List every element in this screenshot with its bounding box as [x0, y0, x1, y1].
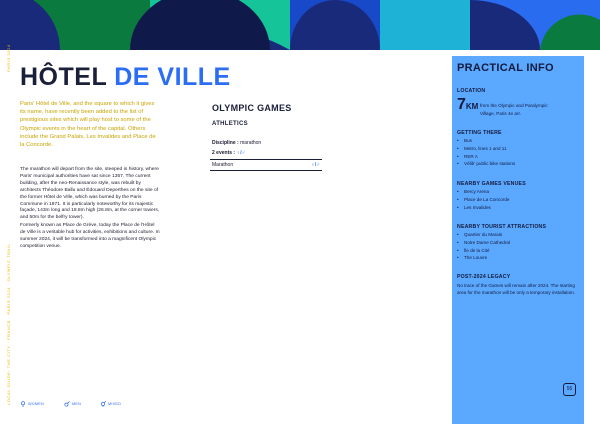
- list-item: • Place de La Concorde: [457, 196, 509, 204]
- legend-men: [64, 401, 81, 407]
- legacy-text: No trace of the Games will remain after 2024. The starting area for the marathon will be only a temporary installation.: [457, 283, 575, 296]
- page-title: [20, 63, 231, 92]
- event-gender-icon: ♀/♂: [311, 162, 320, 168]
- list-item: • Vélib' public bike stations: [457, 160, 515, 168]
- male-symbol-icon: [64, 401, 70, 407]
- intro-paragraph: Paris' Hôtel de Ville, and the square to which it gives its name, have recently been added to the list of prestigious sites which will play host to some of the Olympic events in the heart of the capital. Others include the Grand Palais, Les Invalides and Place de la Concorde.: [20, 101, 156, 149]
- attractions-list: [457, 231, 510, 262]
- legend-men-label: MEN: [72, 402, 82, 406]
- table-divider-top: [210, 159, 322, 160]
- olympic-games-heading: OLYMPIC GAMES: [212, 103, 292, 113]
- list-item: • Metro, lines 1 and 11: [457, 145, 515, 153]
- table-divider-bottom: [210, 170, 322, 171]
- getting-there-list: [457, 137, 515, 168]
- legend-women: [20, 401, 44, 407]
- sport-heading: ATHLETICS: [212, 121, 248, 127]
- mixed-symbol-icon: [100, 401, 106, 407]
- list-item: • Bus: [457, 137, 515, 145]
- list-item: • RER A: [457, 153, 515, 161]
- list-item: • Île de la Cité: [457, 247, 510, 255]
- list-item: • Notre Dame Cathedral: [457, 239, 510, 247]
- legacy-heading: POST-2024 LEGACY: [457, 274, 511, 280]
- title-part-1: HÔTEL: [20, 63, 115, 91]
- page-number: 55: [563, 383, 576, 396]
- list-item: • The Louvre: [457, 254, 510, 262]
- banner-shapes: [0, 0, 600, 50]
- list-item: • Bercy Arena: [457, 188, 509, 196]
- table-row: [212, 162, 320, 168]
- legend-women-label: WOMEN: [28, 402, 44, 406]
- distance-unit: KM: [465, 102, 479, 111]
- discipline-value: marathon: [240, 140, 262, 146]
- getting-there-heading: GETTING THERE: [457, 130, 502, 136]
- events-line: [212, 150, 245, 156]
- venues-list: [457, 188, 509, 211]
- gender-symbols-icon: ♀/♂: [236, 150, 246, 156]
- vertical-label-bottom: LOCAL GUIDE: THE CITY · FRANCE · PARIS 2024 · OLYMPIC TRAIL: [6, 243, 11, 405]
- events-label: 2 events :: [212, 150, 236, 156]
- body-text: [20, 167, 160, 252]
- female-symbol-icon: [20, 401, 26, 407]
- vertical-label-top: PARIS 2024: [6, 44, 11, 72]
- legend-mixed: [100, 401, 121, 407]
- discipline-label: Discipline :: [212, 140, 239, 146]
- discipline-line: [212, 140, 261, 146]
- list-item: • Quartier du Marais: [457, 231, 510, 239]
- distance-value: [457, 96, 478, 114]
- distance-number: 7: [457, 96, 466, 113]
- title-part-2: DE VILLE: [114, 63, 231, 91]
- location-text-1: from the Olympic and Paralympic: [480, 103, 548, 108]
- attractions-heading: NEARBY TOURIST ATTRACTIONS: [457, 224, 547, 230]
- body-paragraph-2: Formerly known as Place de Grève, today the Place de l'Hôtel de Ville is a veritable hub for activities, exhibitions and culture. In summer 2024, it will be transformed into a magnificent Olympic competition venue.: [20, 223, 160, 249]
- location-heading: LOCATION: [457, 88, 486, 94]
- panel-heading: PRACTICAL INFO: [457, 62, 554, 74]
- event-name: Marathon: [212, 162, 234, 168]
- body-paragraph-1: The marathon will depart from the site, steeped in history, where Paris' municipal authorities have sat since 1357. The current building, after the neo-Renaissance style, was rebuilt by architects Théodore Ballu and Édouard Deperthes on the site of the former Hôtel de Ville, which was burned by the Paris Commune in 1871. It is particularly noteworthy for its majestic façade, 143m long and 18.8m high (26.8m, at the corner towers, and 50m for the belfry tower).: [20, 167, 160, 221]
- legend-mixed-label: MIXED: [108, 402, 122, 406]
- list-item: • Les Invalides: [457, 204, 509, 212]
- venues-heading: NEARBY GAMES VENUES: [457, 181, 526, 187]
- banner-cyan-shape: [380, 0, 470, 50]
- location-text-2: Village, Paris 4e arr.: [480, 111, 522, 116]
- banner-navy-arc: [130, 0, 270, 50]
- practical-info-panel: [452, 56, 584, 424]
- decorative-banner: [0, 0, 600, 50]
